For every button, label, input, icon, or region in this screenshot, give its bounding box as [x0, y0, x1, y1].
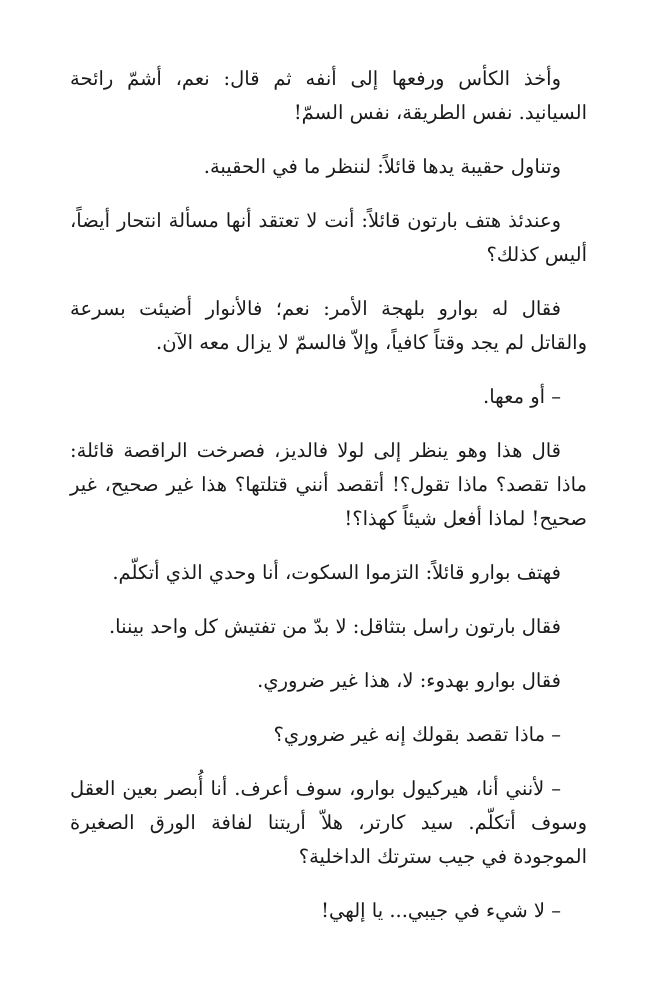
book-page: [70, 62, 587, 948]
paragraph-9: فقال بوارو بهدوء: لا، هذا غير ضروري.: [257, 669, 561, 692]
paragraph-12: – لا شيء في جيبي... يا إلهي!: [321, 899, 561, 922]
paragraph-1: وأخذ الكأس ورفعها إلى أنفه ثم قال: نعم، أشمّ رائحة السيانيد. نفس الطريقة، نفس السمّ!: [70, 67, 587, 124]
paragraph-3: وعندئذ هتف بارتون قائلاً: أنت لا تعتقد أنها مسألة انتحار أيضاً، أليس كذلك؟: [70, 209, 587, 266]
paragraph-4: فقال له بوارو بلهجة الأمر: نعم؛ فالأنوار أضيئت بسرعة والقاتل لم يجد وقتاً كافياً، وإلاّ فالسمّ لا يزال معه الآن.: [70, 297, 587, 354]
paragraph-6: قال هذا وهو ينظر إلى لولا فالديز، فصرخت الراقصة قائلة: ماذا تقصد؟ ماذا تقول؟! أتقصد أنني قتلتها؟ هذا غير صحيح، غير صحيح! لماذا أفعل شيئاً كهذا؟!: [70, 439, 587, 530]
paragraph-10: – ماذا تقصد بقولك إنه غير ضروري؟: [273, 723, 561, 746]
paragraph-7: فهتف بوارو قائلاً: التزموا السكوت، أنا وحدي الذي أتكلّم.: [112, 561, 561, 584]
paragraph-11: – لأنني أنا، هيركيول بوارو، سوف أعرف. أنا أُبصر بعين العقل وسوف أتكلّم. سيد كارتر، هلاّ أريتنا لفافة الورق الصغيرة الموجودة في جيب سترتك الداخلية؟: [70, 777, 587, 868]
paragraph-5: – أو معها.: [483, 385, 561, 408]
paragraph-2: وتناول حقيبة يدها قائلاً: لننظر ما في الحقيبة.: [203, 155, 561, 178]
paragraph-8: فقال بارتون راسل بتثاقل: لا بدّ من تفتيش كل واحد بيننا.: [108, 615, 561, 638]
